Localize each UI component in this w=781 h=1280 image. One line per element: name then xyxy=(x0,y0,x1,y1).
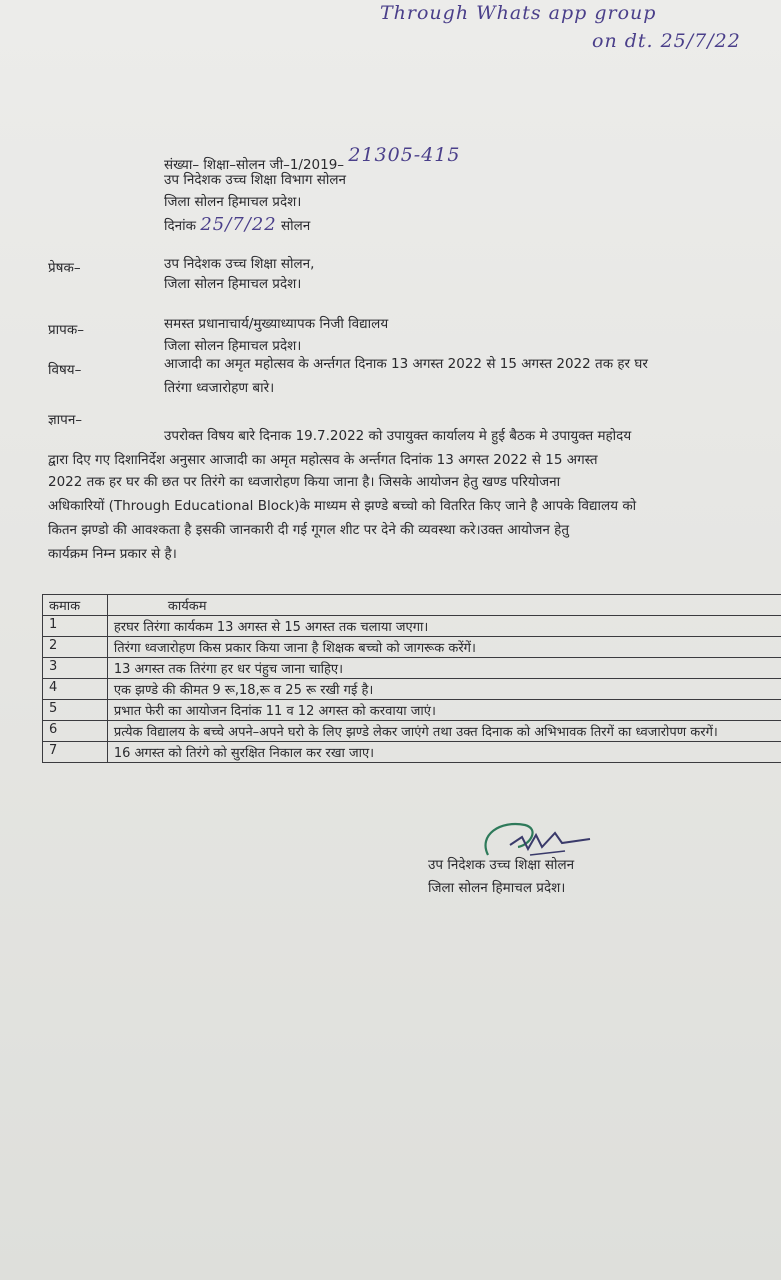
sender-line2: जिला सोलन हिमाचल प्रदेश। xyxy=(164,276,302,292)
row-serial: 6 xyxy=(43,721,108,742)
body-line-2: द्वारा दिए गए दिशानिर्देश अनुसार आजादी का अमृत महोत्सव के अर्न्तगत दिनांक 13 अगस्त 2022 से 15 अगस्त xyxy=(48,452,598,468)
reference-number: 21305-415 xyxy=(348,144,461,166)
row-serial: 2 xyxy=(43,637,108,658)
signature-line2: जिला सोलन हिमाचल प्रदेश। xyxy=(428,880,566,896)
header-serial: कमाक xyxy=(43,595,108,616)
office-district: जिला सोलन हिमाचल प्रदेश। xyxy=(164,194,302,210)
memo-label: ज्ञापन– xyxy=(48,412,83,428)
reference-prefix: संख्या– शिक्षा–सोलन जी–1/2019– xyxy=(164,157,345,173)
table-row xyxy=(43,658,781,679)
header-programme: कार्यकम xyxy=(107,595,781,616)
table-row xyxy=(43,637,781,658)
table-row xyxy=(43,700,781,721)
row-serial: 7 xyxy=(43,742,108,763)
sender-label: प्रेषक– xyxy=(48,260,81,276)
date-value: 25/7/22 xyxy=(200,214,277,235)
subject-line2: तिरंगा ध्वजारोहण बारे। xyxy=(164,380,275,396)
handwritten-note-line1: Through Whats app group xyxy=(380,2,657,24)
recipient-line2: जिला सोलन हिमाचल प्रदेश। xyxy=(164,338,302,354)
table-row xyxy=(43,721,781,742)
table-row xyxy=(43,742,781,763)
body-line-3: 2022 तक हर घर की छत पर तिरंगे का ध्वजारोहण किया जाना है। जिसके आयोजन हेतु खण्ड परियोजना xyxy=(48,474,561,490)
date-label: दिनांक xyxy=(164,218,197,234)
row-text: एक झण्डे की कीमत 9 रू,18,रू व 25 रू रखी गई है। xyxy=(107,679,781,700)
row-text: 13 अगस्त तक तिरंगा हर धर पंहुच जाना चाहिए। xyxy=(107,658,781,679)
row-serial: 4 xyxy=(43,679,108,700)
row-text: प्रत्येक विद्यालय के बच्चे अपने–अपने घरो के लिए झण्डे लेकर जाएंगे तथा उक्त दिनाक को अभिभावक तिरगें का ध्वजारोपण करगें। xyxy=(107,721,781,742)
table-header-row xyxy=(43,595,781,616)
body-line-6: कार्यक्रम निम्न प्रकार से है। xyxy=(48,546,177,562)
recipient-line1: समस्त प्रधानाचार्य/मुख्याध्यापक निजी विद्यालय xyxy=(164,316,389,332)
body-line-4: अधिकारियों (Through Educational Block)के माध्यम से झण्डे बच्चो को वितरित किए जाने है आपके विद्यालय को xyxy=(48,498,637,514)
programme-table xyxy=(42,594,781,763)
recipient-label: प्रापक– xyxy=(48,322,84,338)
row-text: प्रभात फेरी का आयोजन दिनांक 11 व 12 अगस्त को करवाया जाएं। xyxy=(107,700,781,721)
date-place: सोलन xyxy=(281,218,311,234)
body-line-5: कितन झण्डो की आवश्कता है इसकी जानकारी दी गई गूगल शीट पर देने की व्यवस्था करे।उक्त आयोजन हेतु xyxy=(48,522,570,538)
signature-line1: उप निदेशक उच्च शिक्षा सोलन xyxy=(428,857,575,873)
handwritten-note-line2: on dt. 25/7/22 xyxy=(592,30,741,52)
date-line xyxy=(164,214,310,236)
subject-line1: आजादी का अमृत महोत्सव के अर्न्तगत दिनाक 13 अगस्त 2022 से 15 अगस्त 2022 तक हर घर xyxy=(164,356,648,372)
row-text: 16 अगस्त को तिरंगे को सुरक्षित निकाल कर रखा जाए। xyxy=(107,742,781,763)
subject-label: विषय– xyxy=(48,362,82,378)
office-name: उप निदेशक उच्च शिक्षा विभाग सोलन xyxy=(164,172,346,188)
row-serial: 3 xyxy=(43,658,108,679)
row-serial: 5 xyxy=(43,700,108,721)
row-text: तिरंगा ध्वजारोहण किस प्रकार किया जाना है शिक्षक बच्चो को जागरूक करेंगें। xyxy=(107,637,781,658)
table-row xyxy=(43,616,781,637)
row-serial: 1 xyxy=(43,616,108,637)
body-line-1: उपरोक्त विषय बारे दिनाक 19.7.2022 को उपायुक्त कार्यालय मे हुई बैठक मे उपायुक्त महोदय xyxy=(164,428,632,444)
table-row xyxy=(43,679,781,700)
row-text: हरघर तिरंगा कार्यकम 13 अगस्त से 15 अगस्त तक चलाया जएगा। xyxy=(107,616,781,637)
sender-line1: उप निदेशक उच्च शिक्षा सोलन, xyxy=(164,256,315,272)
